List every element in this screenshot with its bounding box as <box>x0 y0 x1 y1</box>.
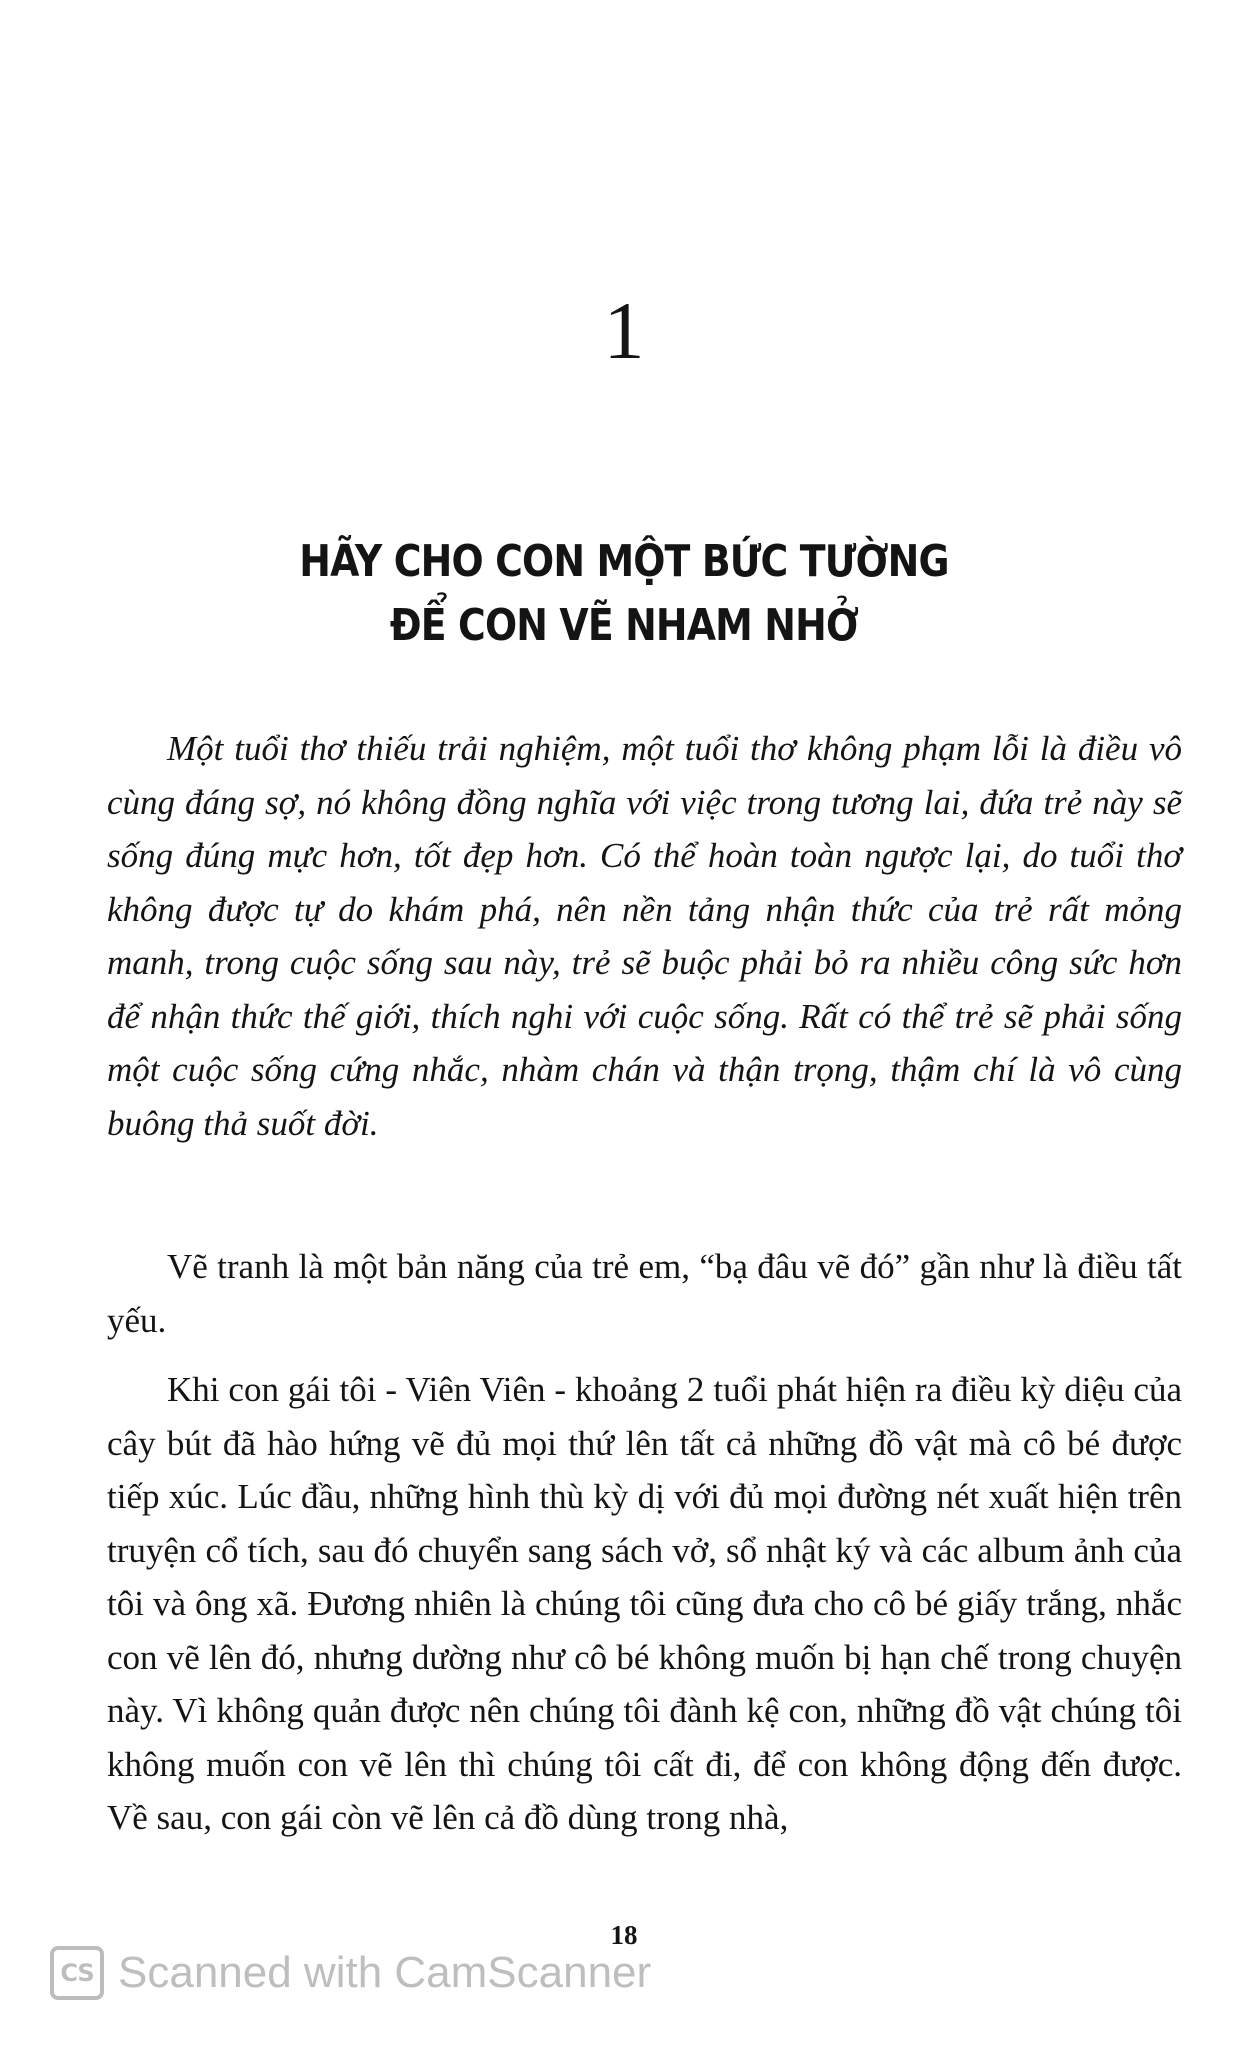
camscanner-watermark <box>50 1946 651 2000</box>
intro-paragraph: Một tuổi thơ thiếu trải nghiệm, một tuổi thơ không phạm lỗi là điều vô cùng đáng sợ, nó không đồng nghĩa với việc trong tương lai, đứa trẻ này sẽ sống đúng mực hơn, tốt đẹp hơn. Có thể hoàn toàn ngược lại, do tuổi thơ không được tự do khám phá, nên nền tảng nhận thức của trẻ rất mỏng manh, trong cuộc sống sau này, trẻ sẽ buộc phải bỏ ra nhiều công sức hơn để nhận thức thế giới, thích nghi với cuộc sống. Rất có thể trẻ sẽ phải sống một cuộc sống cứng nhắc, nhàm chán và thận trọng, thậm chí là vô cùng buông thả suốt đời. <box>107 729 1182 1143</box>
body-paragraph: Vẽ tranh là một bản năng của trẻ em, “bạ đâu vẽ đó” gần như là điều tất yếu. <box>107 1247 1182 1340</box>
body-paragraph: Khi con gái tôi - Viên Viên - khoảng 2 tuổi phát hiện ra điều kỳ diệu của cây bút đã hào hứng vẽ đủ mọi thứ lên tất cả những đồ vật mà cô bé được tiếp xúc. Lúc đầu, những hình thù kỳ dị với đủ mọi đường nét xuất hiện trên truyện cổ tích, sau đó chuyển sang sách vở, sổ nhật ký và các album ảnh của tôi và ông xã. Đương nhiên là chúng tôi cũng đưa cho cô bé giấy trắng, nhắc con vẽ lên đó, nhưng dường như cô bé không muốn bị hạn chế trong chuyện này. Vì không quản được nên chúng tôi đành kệ con, những đồ vật chúng tôi không muốn con vẽ lên thì chúng tôi cất đi, để con không động đến được. Về sau, con gái còn vẽ lên cả đồ dùng trong nhà, <box>107 1370 1182 1837</box>
chapter-number: 1 <box>603 285 645 376</box>
page-number: 18 <box>610 1920 638 1950</box>
chapter-title-line-1: HÃY CHO CON MỘT BỨC TƯỜNG <box>299 536 949 587</box>
chapter-title-line-2: ĐỂ CON VẼ NHAM NHỞ <box>389 600 859 651</box>
chapter-title <box>87 530 1160 658</box>
watermark-text: Scanned with CamScanner <box>118 1948 652 1997</box>
camscanner-logo: CS <box>50 1946 104 2000</box>
